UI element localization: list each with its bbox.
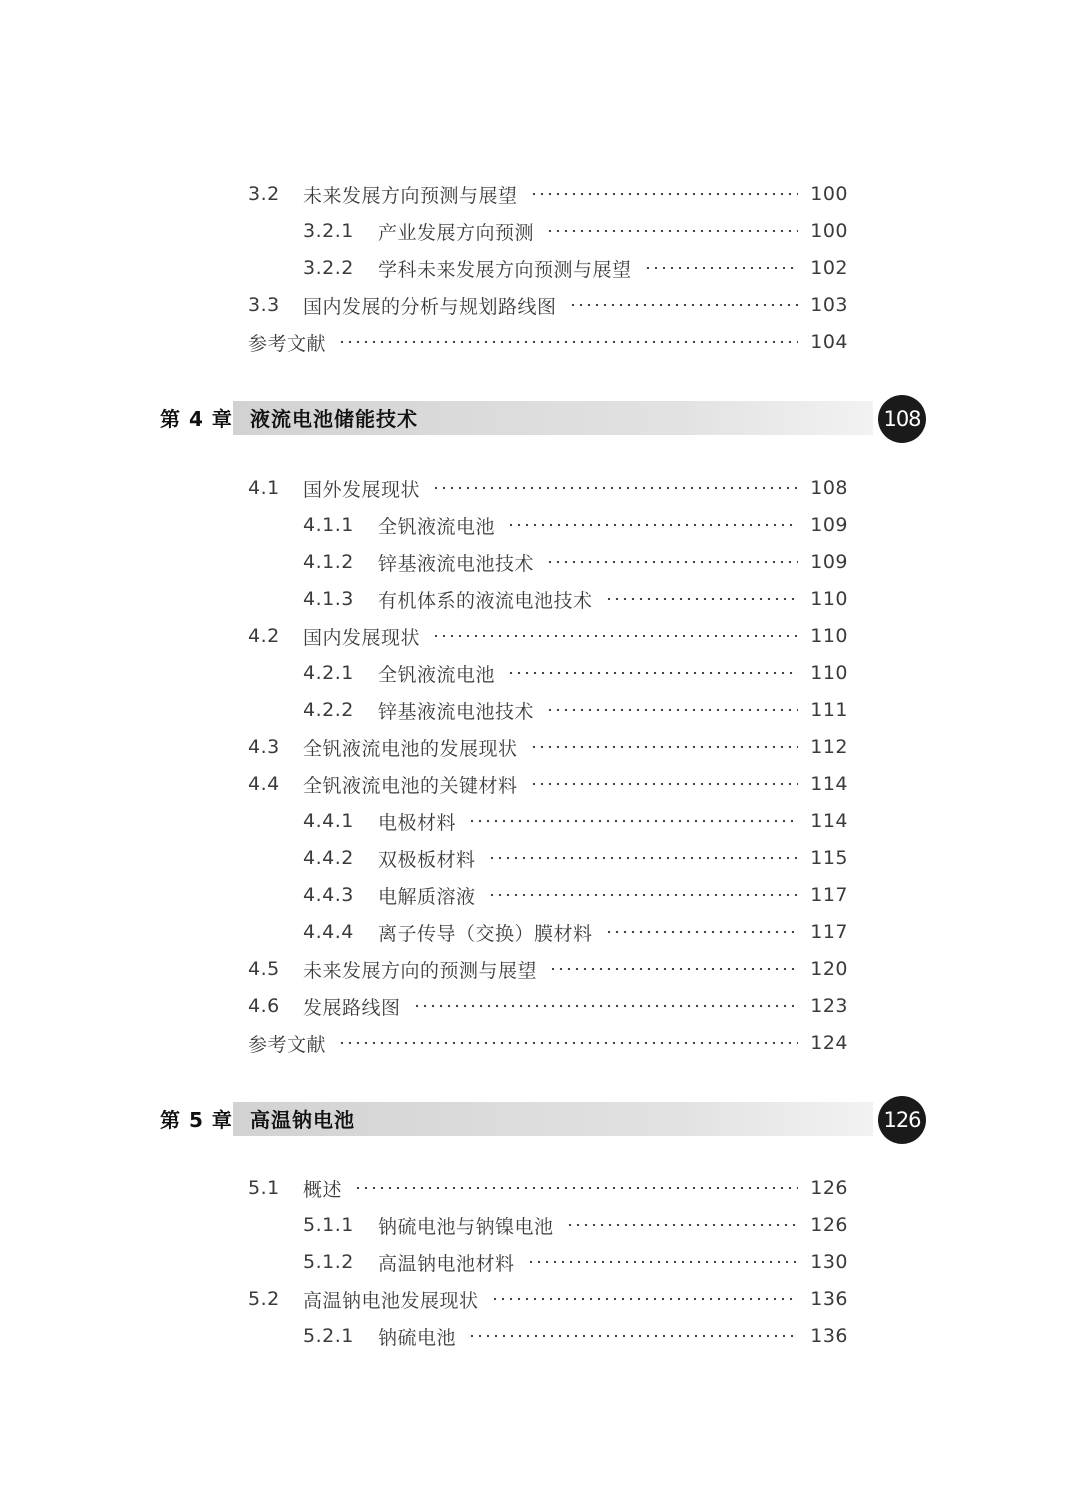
leader-dots: [546, 708, 798, 712]
toc-entry-number: 5.1: [248, 1177, 280, 1199]
leader-dots: [527, 1260, 798, 1264]
toc-entry-page: 109: [810, 551, 848, 573]
toc-entry-page: 104: [810, 331, 848, 353]
toc-entry[interactable]: [303, 213, 848, 249]
toc-entry[interactable]: [303, 877, 848, 913]
leader-dots: [546, 229, 798, 233]
toc-entry-number: 4.4.3: [303, 884, 354, 906]
toc-entry-number: 4.1.2: [303, 551, 354, 573]
toc-entry-title: 国内发展的分析与规划路线图: [303, 295, 557, 318]
toc-entry-title: 钠硫电池: [378, 1326, 457, 1349]
toc-entry-page: 123: [810, 995, 848, 1017]
leader-dots: [338, 340, 798, 344]
leader-dots: [605, 597, 798, 601]
chapter-title: 高温钠电池: [250, 1108, 355, 1132]
toc-entry[interactable]: [303, 507, 848, 543]
toc-entry-page: 102: [810, 257, 848, 279]
toc-entry-title: 参考文献: [248, 332, 327, 355]
toc-entry-number: 4.2: [248, 625, 280, 647]
chapter-title: 液流电池储能技术: [250, 407, 418, 431]
toc-entry[interactable]: [248, 618, 848, 654]
toc-entry[interactable]: [248, 287, 848, 323]
toc-entry-number: 5.2: [248, 1288, 280, 1310]
toc-entry-title: 全钒液流电池的关键材料: [303, 774, 518, 797]
toc-entry-title: 国外发展现状: [303, 478, 421, 501]
toc-entry[interactable]: [303, 250, 848, 286]
toc-entry-number: 4.2.1: [303, 662, 354, 684]
leader-dots: [432, 486, 798, 490]
toc-entry-title: 发展路线图: [303, 996, 401, 1019]
toc-entry-number: 5.2.1: [303, 1325, 354, 1347]
toc-entry-page: 117: [810, 884, 848, 906]
toc-entry-title: 高温钠电池发展现状: [303, 1289, 479, 1312]
toc-entry-number: 4.1.1: [303, 514, 354, 536]
toc-entry-title: 离子传导（交换）膜材料: [378, 922, 593, 945]
toc-entry-title: 国内发展现状: [303, 626, 421, 649]
leader-dots: [488, 893, 798, 897]
toc-entry-number: 3.2.2: [303, 257, 354, 279]
toc-entry-page: 115: [810, 847, 848, 869]
leader-dots: [468, 819, 798, 823]
leader-dots: [566, 1223, 798, 1227]
chapter-header[interactable]: [160, 1100, 930, 1140]
toc-entry-title: 钠硫电池与钠镍电池: [378, 1215, 554, 1238]
toc-entry-page: 120: [810, 958, 848, 980]
toc-entry-page: 124: [810, 1032, 848, 1054]
toc-entry[interactable]: [248, 951, 848, 987]
leader-dots: [605, 930, 798, 934]
toc-entry-page: 110: [810, 588, 848, 610]
toc-entry-page: 108: [810, 477, 848, 499]
toc-entry-title: 有机体系的液流电池技术: [378, 589, 593, 612]
toc-entry-page: 130: [810, 1251, 848, 1273]
chapter-page-badge: 126: [878, 1096, 926, 1144]
toc-entry[interactable]: [303, 692, 848, 728]
toc-entry-title: 电解质溶液: [378, 885, 476, 908]
toc-entry-number: 3.3: [248, 294, 280, 316]
toc-entry-number: 4.4: [248, 773, 280, 795]
leader-dots: [530, 192, 798, 196]
leader-dots: [432, 634, 798, 638]
toc-entry-number: 4.5: [248, 958, 280, 980]
toc-entry-title: 概述: [303, 1178, 343, 1201]
toc-entry-page: 136: [810, 1288, 848, 1310]
leader-dots: [468, 1334, 798, 1338]
leader-dots: [569, 303, 798, 307]
leader-dots: [644, 266, 798, 270]
toc-entry-page: 110: [810, 625, 848, 647]
leader-dots: [507, 523, 798, 527]
toc-entry-number: 4.4.1: [303, 810, 354, 832]
toc-entry-number: 4.6: [248, 995, 280, 1017]
toc-entry-number: 5.1.1: [303, 1214, 354, 1236]
toc-entry[interactable]: [303, 1318, 848, 1354]
leader-dots: [530, 782, 798, 786]
toc-entry-page: 136: [810, 1325, 848, 1347]
toc-entry-title: 高温钠电池材料: [378, 1252, 515, 1275]
toc-entry[interactable]: [303, 544, 848, 580]
toc-entry-page: 100: [810, 220, 848, 242]
toc-entry-references[interactable]: [248, 1025, 848, 1061]
toc-entry-title: 电极材料: [378, 811, 457, 834]
toc-entry-title: 双极板材料: [378, 848, 476, 871]
toc-entry-page: 114: [810, 773, 848, 795]
leader-dots: [530, 745, 798, 749]
toc-entry-number: 4.4.2: [303, 847, 354, 869]
toc-entry[interactable]: [248, 1170, 848, 1206]
leader-dots: [338, 1041, 798, 1045]
toc-entry-title: 学科未来发展方向预测与展望: [378, 258, 632, 281]
chapter-label: 第 4 章: [160, 407, 233, 431]
toc-entry-number: 4.1: [248, 477, 280, 499]
toc-entry[interactable]: [303, 840, 848, 876]
toc-entry[interactable]: [303, 655, 848, 691]
leader-dots: [549, 967, 798, 971]
toc-entry-title: 参考文献: [248, 1033, 327, 1056]
toc-entry-number: 3.2: [248, 183, 280, 205]
toc-entry[interactable]: [248, 1281, 848, 1317]
toc-entry-number: 4.3: [248, 736, 280, 758]
toc-entry-page: 111: [810, 699, 848, 721]
toc-entry[interactable]: [303, 914, 848, 950]
toc-entry-number: 4.1.3: [303, 588, 354, 610]
toc-entry-page: 112: [810, 736, 848, 758]
toc-entry-page: 117: [810, 921, 848, 943]
toc-entry-title: 未来发展方向的预测与展望: [303, 959, 538, 982]
toc-entry[interactable]: [303, 803, 848, 839]
toc-entry[interactable]: [303, 1207, 848, 1243]
toc-entry[interactable]: [248, 176, 848, 212]
leader-dots: [354, 1186, 798, 1190]
toc-entry-page: 103: [810, 294, 848, 316]
toc-entry-title: 全钒液流电池: [378, 515, 496, 538]
toc-entry-title: 全钒液流电池的发展现状: [303, 737, 518, 760]
toc-entry-page: 114: [810, 810, 848, 832]
toc-entry-page: 126: [810, 1177, 848, 1199]
toc-entry[interactable]: [248, 729, 848, 765]
toc-entry[interactable]: [248, 988, 848, 1024]
toc-entry[interactable]: [303, 1244, 848, 1280]
toc-entry-number: 3.2.1: [303, 220, 354, 242]
toc-entry-number: 5.1.2: [303, 1251, 354, 1273]
chapter-page-badge: 108: [878, 395, 926, 443]
leader-dots: [507, 671, 798, 675]
toc-entry-title: 锌基液流电池技术: [378, 700, 535, 723]
leader-dots: [546, 560, 798, 564]
toc-entry-number: 4.2.2: [303, 699, 354, 721]
toc-entry-title: 未来发展方向预测与展望: [303, 184, 518, 207]
leader-dots: [488, 856, 798, 860]
toc-entry[interactable]: [303, 581, 848, 617]
leader-dots: [491, 1297, 798, 1301]
toc-entry-page: 126: [810, 1214, 848, 1236]
chapter-label: 第 5 章: [160, 1108, 233, 1132]
chapter-header[interactable]: [160, 399, 930, 439]
toc-entry[interactable]: [248, 470, 848, 506]
leader-dots: [413, 1004, 798, 1008]
toc-entry-number: 4.4.4: [303, 921, 354, 943]
toc-entry-references[interactable]: [248, 324, 848, 360]
toc-entry[interactable]: [248, 766, 848, 802]
toc-entry-title: 全钒液流电池: [378, 663, 496, 686]
toc-entry-page: 109: [810, 514, 848, 536]
toc-entry-page: 100: [810, 183, 848, 205]
toc-entry-page: 110: [810, 662, 848, 684]
toc-entry-title: 锌基液流电池技术: [378, 552, 535, 575]
toc-entry-title: 产业发展方向预测: [378, 221, 535, 244]
